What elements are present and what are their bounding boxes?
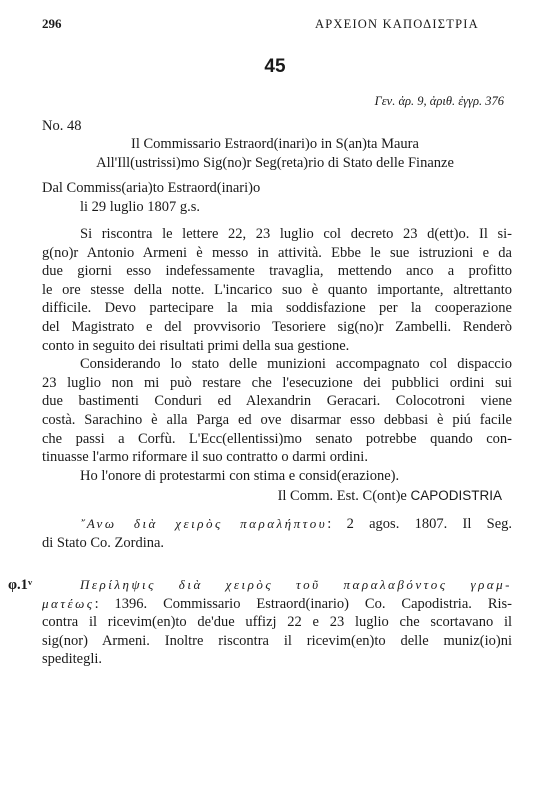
sender-office: Dal Commiss(aria)to Estraord(inari)o (42, 180, 261, 196)
body-line: costà. Sarachino è alla Parga ed ove disarmar esso debbasi è piú facile (42, 411, 512, 428)
archive-reference: Γεν. ἀρ. 9, ἀριθ. ἐγγρ. 376 (374, 94, 504, 108)
body-line: due bastimenti Conduri ed Alexandrin Geracari. Colocotroni viene (42, 393, 512, 410)
summary-text: : 1396. Commissario Estraord(inario) Co. Capodistria. Ris- (94, 595, 512, 612)
signature-prefix: Il Comm. Est. C(ont)e (277, 488, 407, 504)
summary-line (42, 595, 512, 614)
body-line: due giorni esso indefessamente travaglia, mettendo anco a profitto (42, 263, 512, 280)
summary-line: contra il ricevim(en)to de'due uffizj 22 e 23 luglio che scortavano il (42, 614, 512, 631)
body-line: difficile. Devo partecipare la mia soddisfazione per la cooperazione (42, 300, 512, 317)
document-number: 45 (264, 56, 286, 77)
body-line: tinuasse l'armo riformare il suo contratto o darmi ordini. (42, 449, 368, 466)
summary-line (42, 576, 512, 595)
receipt-note (42, 515, 512, 552)
body-line: Ho l'onore di protestarmi con stima e consid(erazione). (80, 467, 400, 484)
receipt-line: di Stato Co. Zordina. (42, 534, 165, 551)
body-line: del Magistrato e del provvisorio Tesoriere sig(no)r Zambelli. Renderò (42, 318, 512, 335)
page-number: 296 (42, 16, 62, 31)
summary-note (42, 576, 512, 669)
body-line: Si riscontra le lettere 22, 23 luglio col decreto 23 d(ett)o. Il si- (80, 226, 512, 242)
receipt-line (42, 515, 512, 534)
folio-mark: φ.1ᵛ (8, 577, 33, 593)
sender-heading: Il Commissario Estraord(inari)o in S(an)ta Maura (131, 136, 419, 152)
body-line: Considerando lo stato delle munizioni accompagnato col dispaccio (80, 356, 512, 373)
protocol-number: No. 48 (42, 118, 82, 134)
letter-date: li 29 luglio 1807 g.s. (80, 199, 201, 215)
summary-line: speditegli. (42, 651, 103, 668)
signature (278, 488, 502, 505)
summary-line: sig(nor) Armeni. Inoltre riscontra il ricevim(en)to delle muniz(io)ni (42, 632, 512, 649)
letter-body (42, 225, 512, 485)
body-line: che passi a Corfù. L'Ecc(ellentissi)mo senato potrebbe quando con- (42, 430, 512, 447)
body-line: 23 luglio non mi può restare che l'esecuzione dei pubblici ordini sui (42, 374, 512, 391)
body-line: g(no)r Antonio Armeni è messo in attività. Ebbe le sue istruzioni e da (42, 244, 512, 261)
recipient-heading: All'Ill(ustrissi)mo Sig(no)r Seg(reta)rio di Stato delle Finanze (96, 155, 454, 171)
body-line: conto in seguito dei risultati primi della sua gestione. (42, 337, 350, 354)
summary-greek: ματέως (42, 595, 95, 611)
signature-name: CAPODISTRIA (410, 488, 502, 503)
receipt-date: : 2 agos. 1807. Il Seg. (327, 516, 513, 532)
receipt-greek: ῎Ανω διὰ χειρὸς παραλήπτου (80, 516, 328, 531)
body-line: le ore stesse della notte. L'incarico suo è quanto importante, altrettanto (42, 281, 512, 298)
running-title: ΑΡΧΕΙΟΝ ΚΑΠΟΔΙΣΤΡΙΑ (315, 17, 479, 31)
summary-greek: Περίληψις διὰ χειρὸς τοῦ παραλαβόντος γραμ- (80, 577, 512, 592)
